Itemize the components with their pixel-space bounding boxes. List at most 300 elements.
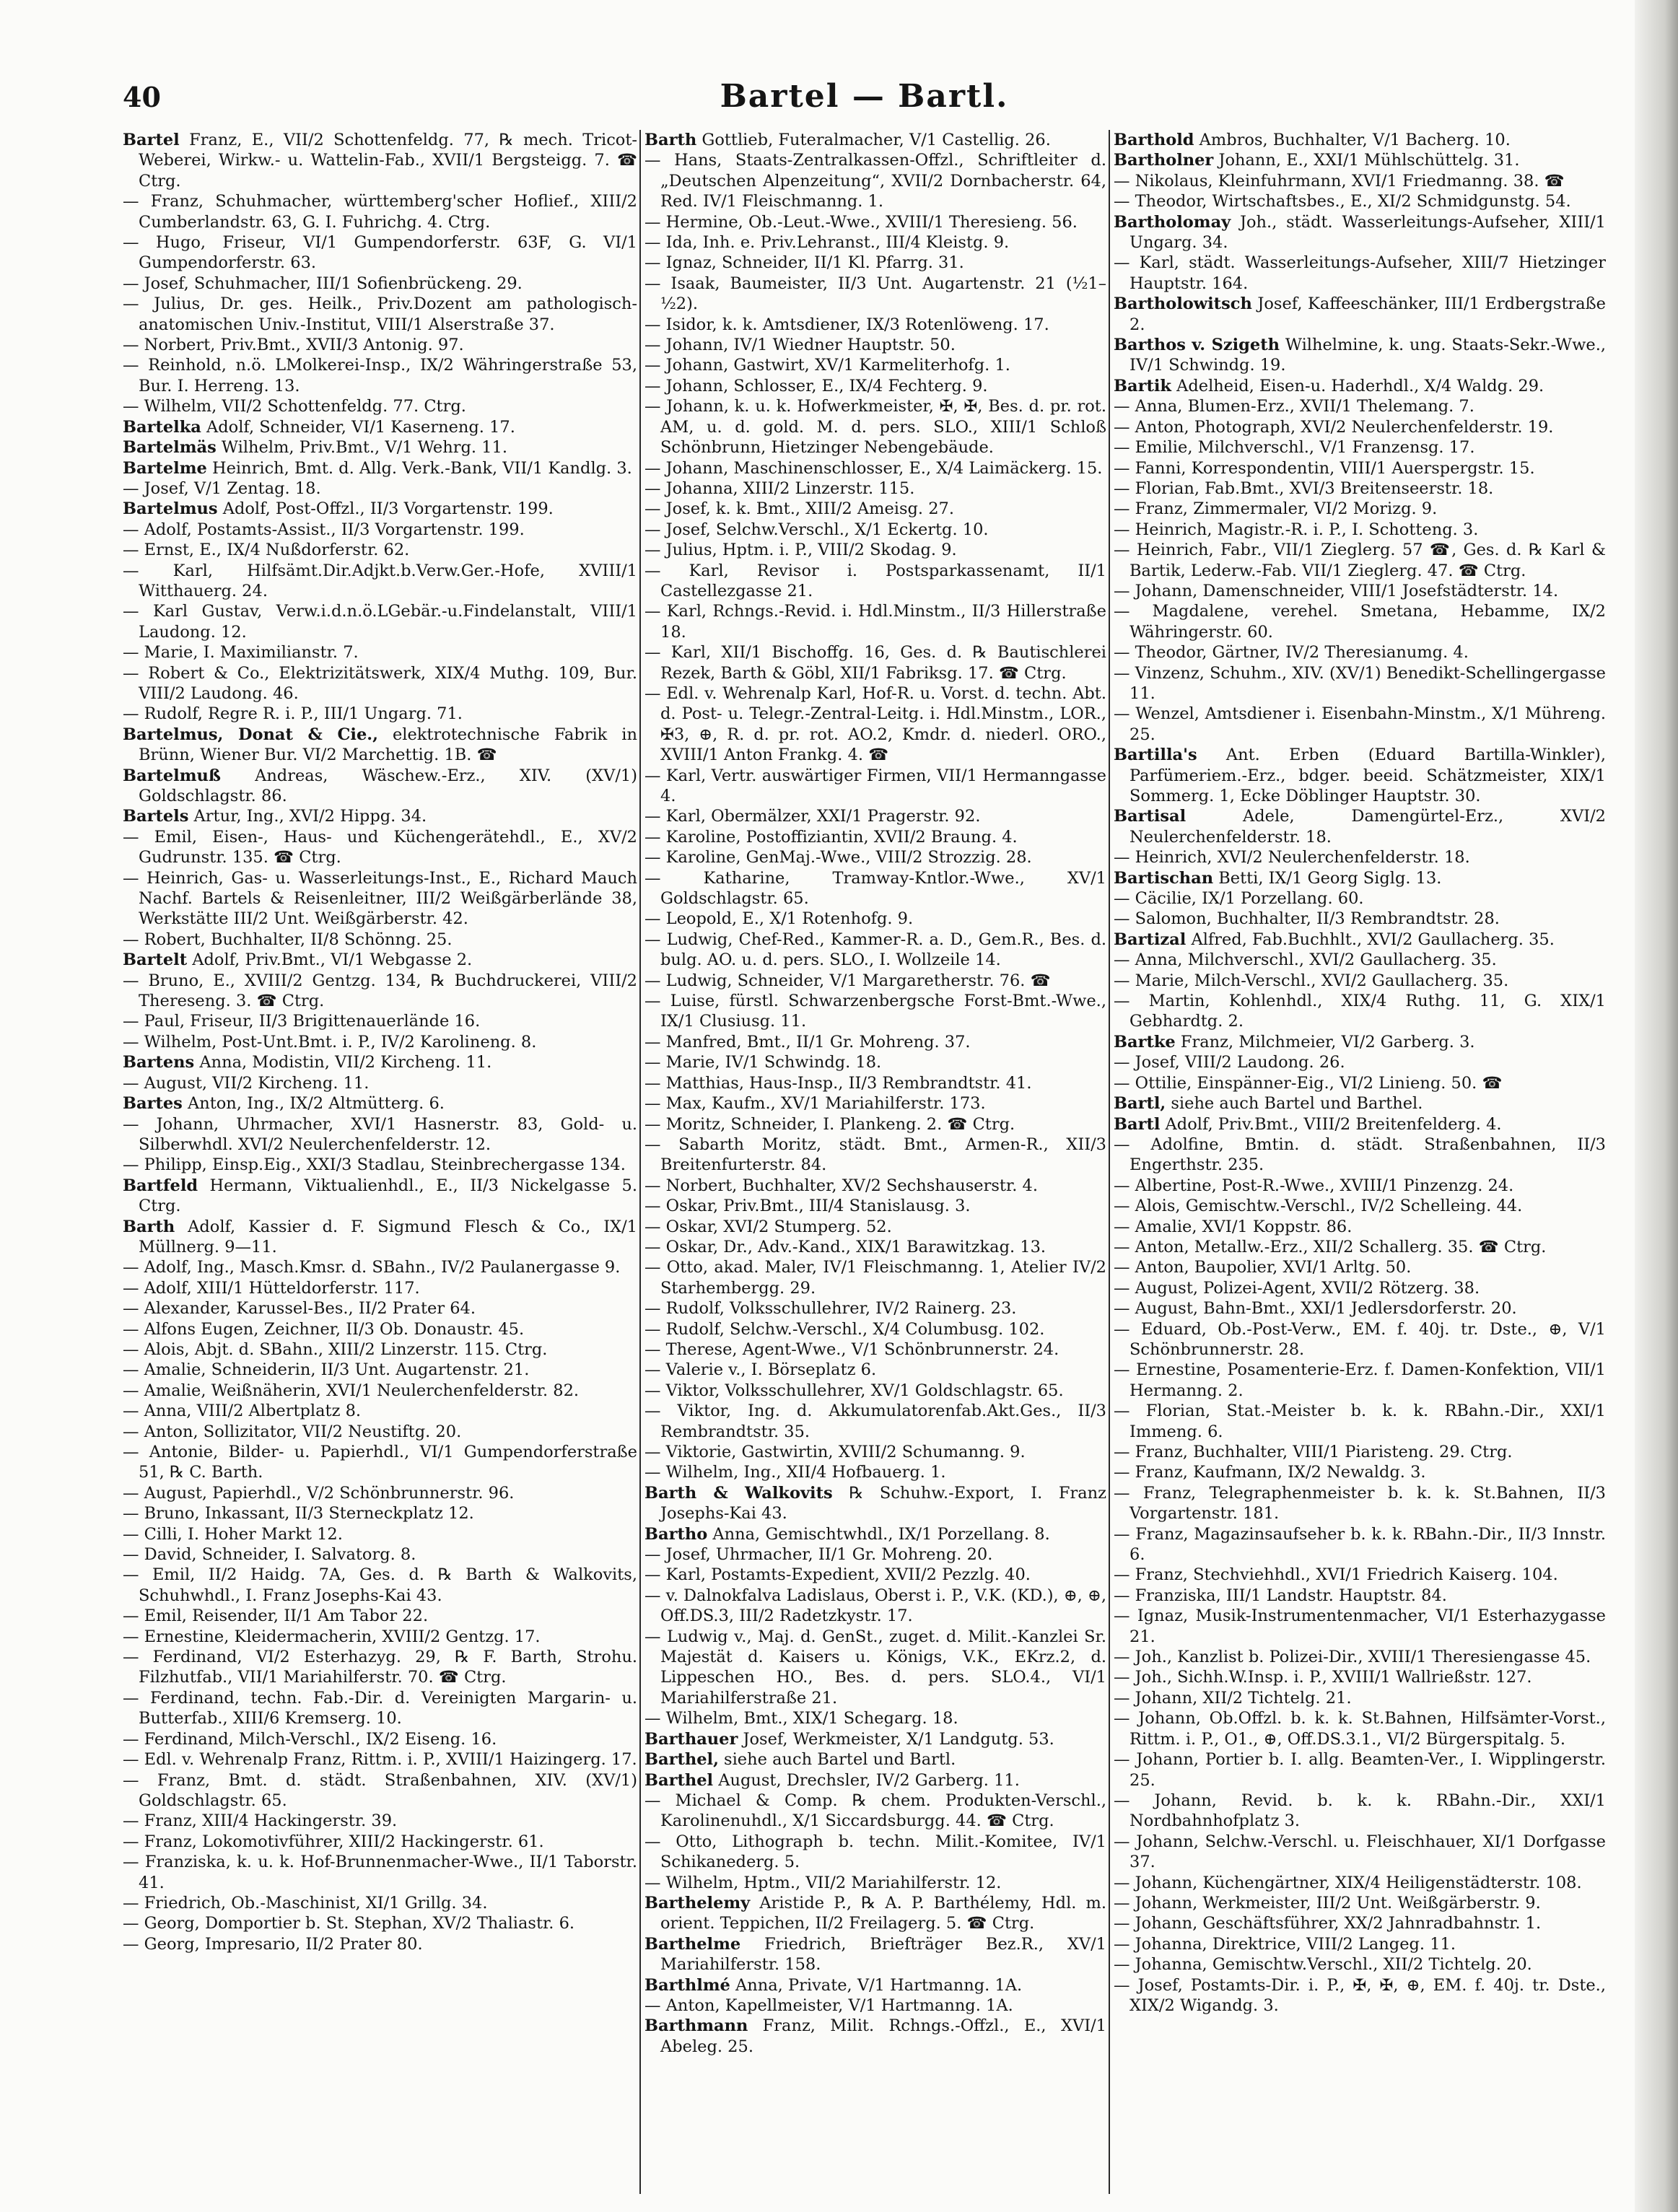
directory-entry xyxy=(123,1647,637,1688)
entry-details: ℞ Schuhw.-Export, I. Franz Josephs-Kai 43. xyxy=(660,1483,1106,1524)
entry-details: — Ferdinand, Milch-Verschl., IX/2 Eiseng. 16. xyxy=(123,1729,497,1749)
directory-column-3 xyxy=(1114,130,1606,2194)
directory-entry xyxy=(1114,212,1606,253)
directory-entry xyxy=(123,1278,637,1298)
entry-details: Hermann, Viktualienhdl., E., II/3 Nickelgasse 5. Ctrg. xyxy=(139,1176,637,1216)
entry-details: — Franz, XIII/4 Hackingerstr. 39. xyxy=(123,1811,398,1831)
entry-details: — August, Polizei-Agent, XVII/2 Rötzerg. 38. xyxy=(1114,1278,1480,1298)
entry-details: — David, Schneider, I. Salvatorg. 8. xyxy=(123,1545,416,1565)
entry-details: — Johann, Gastwirt, XV/1 Karmeliterhofg. 1. xyxy=(644,356,1010,375)
entry-details: — Karl, Revisor i. Postsparkassenamt, II/1 Castellezgasse 21. xyxy=(644,561,1106,600)
entry-details: — Bruno, E., XVIII/2 Gentzg. 134, ℞ Buchdruckerei, VIII/2 Thereseng. 3. ☎ Ctrg. xyxy=(123,971,637,1011)
entry-details: — Karl, Rchngs.-Revid. i. Hdl.Minstm., II/3 Hillerstraße 18. xyxy=(644,602,1106,642)
directory-entry xyxy=(123,437,637,458)
entry-details: — Reinhold, n.ö. LMolkerei-Insp., IX/2 Währingerstraße 53, Bur. I. Herreng. 13. xyxy=(123,356,637,395)
entry-details: — Alfons Eugen, Zeichner, II/3 Ob. Donaustr. 45. xyxy=(123,1319,525,1339)
entry-details: — Florian, Stat.-Meister b. k. k. RBahn.-Dir., XXI/1 Immeng. 6. xyxy=(1114,1402,1606,1441)
directory-entry xyxy=(644,930,1106,971)
entry-details: Adolf, Schneider, VI/1 Kaserneng. 17. xyxy=(201,417,515,437)
entry-details: — Cilli, I. Hoher Markt 12. xyxy=(123,1524,343,1544)
entry-details: — Franz, Buchhalter, VIII/1 Piaristeng. 29. Ctrg. xyxy=(1114,1443,1513,1461)
entry-surname: Bartelmuß xyxy=(123,766,221,785)
directory-entry xyxy=(644,561,1106,602)
directory-entry xyxy=(1114,1791,1606,1832)
entry-details: — Oskar, Priv.Bmt., III/4 Stanislausg. 3. xyxy=(644,1197,971,1216)
entry-details: — Karl, Vertr. auswärtiger Firmen, VII/1 Hermanngasse 4. xyxy=(644,766,1106,805)
entry-surname: Bartholomay xyxy=(1114,212,1231,232)
entry-details: — Heinrich, Fabr., VII/1 Zieglerg. 57 ☎, Ges. d. ℞ Karl & Bartik, Lederw.-Fab. VII/1 Zieglerg. 47. ☎ Ctrg. xyxy=(1114,541,1606,580)
directory-column-2 xyxy=(644,130,1106,2194)
entry-details: — Johann, Geschäftsführer, XX/2 Jahnradbahnstr. 1. xyxy=(1114,1914,1542,1933)
directory-entry xyxy=(1114,1483,1606,1524)
directory-entry xyxy=(123,950,637,970)
entry-details: — Joh., Sichh.W.Insp. i. P., XVIII/1 Wallrießstr. 127. xyxy=(1114,1668,1532,1687)
entry-details: — Ernestine, Posamenterie-Erz. f. Damen-Konfektion, VII/1 Hermanng. 2. xyxy=(1114,1360,1606,1400)
entry-surname: Bartisal xyxy=(1114,807,1187,826)
entry-details: — Nikolaus, Kleinfuhrmann, XVI/1 Friedmanng. 38. ☎ xyxy=(1114,171,1565,191)
directory-entry xyxy=(644,1791,1106,1832)
directory-entry xyxy=(1114,930,1606,950)
entry-details: — Anton, Metallw.-Erz., XII/2 Schallerg. 35. ☎ Ctrg. xyxy=(1114,1237,1547,1256)
entry-surname: Barth & Walkovits xyxy=(644,1483,833,1503)
entry-details: Anna, Private, V/1 Hartmanng. 1A. xyxy=(730,1975,1023,1995)
directory-entry xyxy=(644,396,1106,458)
directory-entry xyxy=(1114,1073,1606,1093)
directory-entry xyxy=(1114,1196,1606,1216)
directory-entry xyxy=(123,1052,637,1072)
entry-surname: Bartelmäs xyxy=(123,438,217,458)
directory-entry xyxy=(123,1832,637,1852)
directory-entry xyxy=(123,396,637,416)
entry-details: — Norbert, Buchhalter, XV/2 Sechshauserstr. 4. xyxy=(644,1176,1038,1195)
entry-surname: Barthelemy xyxy=(644,1893,751,1912)
page-header xyxy=(123,78,1606,130)
directory-entry xyxy=(123,520,637,540)
directory-entry xyxy=(123,642,637,663)
entry-details: — Emilie, Milchverschl., V/1 Franzensg. 17. xyxy=(1114,438,1475,458)
entry-details: — Magdalene, verehel. Smetana, Hebamme, IX/2 Währingerstr. 60. xyxy=(1114,602,1606,642)
directory-entry xyxy=(644,1176,1106,1196)
directory-entry xyxy=(1114,1913,1606,1933)
entry-details: — Karoline, Postoffiziantin, XVII/2 Braung. 4. xyxy=(644,827,1018,847)
directory-entry xyxy=(644,150,1106,211)
entry-details: — Salomon, Buchhalter, II/3 Rembrandtstr. 28. xyxy=(1114,909,1500,929)
entry-details: — Theodor, Gärtner, IV/2 Theresianumg. 4. xyxy=(1114,643,1469,663)
directory-entry xyxy=(123,1913,637,1933)
entry-details: — Amalie, XVI/1 Koppstr. 86. xyxy=(1114,1217,1353,1236)
entry-details: — Josef, Schuhmacher, III/1 Sofienbrückeng. 29. xyxy=(123,274,523,293)
entry-details: — Johann, Uhrmacher, XVI/1 Hasnerstr. 83, Gold- u. Silberwhdl. XVI/2 Neulerchenfelderstr. 12. xyxy=(123,1114,637,1154)
directory-entry xyxy=(644,355,1106,375)
directory-entry xyxy=(1114,1278,1606,1298)
directory-entry xyxy=(123,540,637,560)
directory-entry xyxy=(1114,130,1606,150)
entry-details: Adelheid, Eisen-u. Haderhdl., X/4 Waldg. 29. xyxy=(1171,376,1544,395)
directory-entry xyxy=(644,991,1106,1032)
directory-entry xyxy=(1114,1893,1606,1913)
directory-entry xyxy=(644,1627,1106,1709)
directory-entry xyxy=(1114,950,1606,970)
entry-surname: Barthel xyxy=(644,1770,714,1790)
directory-entry xyxy=(644,766,1106,807)
entry-details: — Franziska, III/1 Landstr. Hauptstr. 84. xyxy=(1114,1586,1447,1605)
directory-entry xyxy=(644,1381,1106,1401)
entry-details: — Franz, Bmt. d. städt. Straßenbahnen, XIV. (XV/1) Goldschlagstr. 65. xyxy=(123,1770,637,1810)
entry-surname: Bartholowitsch xyxy=(1114,294,1252,314)
entry-details: — Karoline, GenMaj.-Wwe., VIII/2 Strozzig. 28. xyxy=(644,848,1032,867)
directory-entry xyxy=(644,868,1106,909)
entry-details: Ant. Erben (Eduard Bartilla-Winkler), Parfümeriem.-Erz., bdger. beeid. Schätzmeister, XIX/1 Sommerg. 1, Ecke Döblinger Hauptstr. 30. xyxy=(1129,746,1606,805)
directory-entry xyxy=(1114,1565,1606,1585)
entry-surname: Barthlmé xyxy=(644,1975,730,1995)
directory-entry xyxy=(123,1811,637,1831)
directory-entry xyxy=(1114,1135,1606,1176)
entry-details: — Johann, Damenschneider, VIII/1 Josefstädterstr. 14. xyxy=(1114,581,1559,600)
entry-details: — Anna, Milchverschl., XVI/2 Gaullacherg. 35. xyxy=(1114,950,1497,970)
entry-details: — Alois, Abjt. d. SBahn., XIII/2 Linzerstr. 115. Ctrg. xyxy=(123,1339,548,1359)
directory-entry xyxy=(644,1749,1106,1770)
entry-details: — Philipp, Einsp.Eig., XXI/3 Stadlau, Steinbrechergasse 134. xyxy=(123,1155,626,1175)
entry-details: — Heinrich, Magistr.-R. i. P., I. Schotteng. 3. xyxy=(1114,520,1479,539)
directory-entry xyxy=(1114,520,1606,540)
entry-details: Josef, Kaffeeschänker, III/1 Erdbergstraße 2. xyxy=(1129,294,1606,334)
entry-surname: Bartelmus xyxy=(123,499,218,519)
entry-surname: Barthmann xyxy=(644,2016,748,2036)
entry-details: elektrotechnische Fabrik in Brünn, Wiener Bur. VI/2 Marchettig. 1B. ☎ xyxy=(139,725,637,765)
directory-entry xyxy=(1114,1237,1606,1257)
directory-entry xyxy=(123,1852,637,1893)
directory-entry xyxy=(1114,1360,1606,1401)
directory-entry xyxy=(123,1422,637,1442)
entry-surname: Bartens xyxy=(123,1053,195,1072)
entry-details: siehe auch Bartel und Barthel. xyxy=(1166,1094,1423,1114)
entry-surname: Bartelme xyxy=(123,458,207,478)
entry-details: — Adolfine, Bmtin. d. städt. Straßenbahnen, II/3 Engerthstr. 235. xyxy=(1114,1135,1606,1175)
entry-details: — Otto, akad. Maler, IV/1 Fleischmanng. 1, Atelier IV/2 Starhembergg. 29. xyxy=(644,1258,1106,1298)
entry-details: August, Drechsler, IV/2 Garberg. 11. xyxy=(713,1770,1020,1790)
entry-details: — Georg, Domportier b. St. Stephan, XV/2 Thaliastr. 6. xyxy=(123,1914,575,1933)
directory-entry xyxy=(644,1339,1106,1360)
directory-entry xyxy=(644,1360,1106,1380)
entry-details: — Viktor, Ing. d. Akkumulatorenfab.Akt.Ges., II/3 Rembrandtstr. 35. xyxy=(644,1402,1106,1441)
directory-entry xyxy=(1114,417,1606,437)
entry-details: — Isaak, Baumeister, II/3 Unt. Augartenstr. 21 (½1–½2). xyxy=(644,274,1106,314)
entry-details: — Paul, Friseur, II/3 Brigittenauerlände 16. xyxy=(123,1012,481,1031)
entry-details: — Anton, Photograph, XVI/2 Neulerchenfelderstr. 19. xyxy=(1114,417,1554,437)
entry-details: Aristide P., ℞ A. P. Barthélemy, Hdl. m. orient. Teppichen, II/2 Freilagerg. 5. ☎ Ctrg. xyxy=(660,1893,1106,1933)
entry-details: — Ludwig v., Maj. d. GenSt., zuget. d. Milit.-Kanzlei Sr. Majestät d. Kaisers u. Königs, V.K., EKrz.2, d. Lippeschen HO., Bes. d. pers. SLO.4., VI/1 Mariahilferstraße 21. xyxy=(644,1627,1106,1708)
entry-details: Gottlieb, Futeralmacher, V/1 Castellig. 26. xyxy=(696,131,1051,149)
entry-details: — Hugo, Friseur, VI/1 Gumpendorferstr. 63F, G. VI/1 Gumpendorferstr. 63. xyxy=(123,233,637,273)
entry-details: — Rudolf, Selchw.-Verschl., X/4 Columbusg. 102. xyxy=(644,1319,1045,1339)
entry-surname: Barthel, xyxy=(644,1750,719,1770)
directory-entry xyxy=(1114,150,1606,170)
directory-entry xyxy=(123,355,637,396)
directory-entry xyxy=(1114,1401,1606,1442)
directory-entry xyxy=(123,478,637,499)
entry-details: — Johann, IV/1 Wiedner Hauptstr. 50. xyxy=(644,336,956,355)
directory-entry xyxy=(644,1257,1106,1298)
running-head: Bartel — Bartl. xyxy=(720,78,1009,115)
entry-details: — Ignaz, Musik-Instrumentenmacher, VI/1 Esterhazygasse 21. xyxy=(1114,1606,1606,1646)
directory-entry xyxy=(644,1401,1106,1442)
entry-details: — Matthias, Haus-Insp., II/3 Rembrandtstr. 41. xyxy=(644,1073,1032,1093)
directory-entry xyxy=(644,1052,1106,1072)
entry-surname: Bartel xyxy=(123,131,180,149)
entry-surname: Bartelt xyxy=(123,950,188,970)
entry-details: — Johann, Ob.Offzl. b. k. k. St.Bahnen, Hilfsämter-Vorst., Rittm. i. P., O1., ⊕, Off.DS.3.1., VI/2 Bürgerspitalg. 5. xyxy=(1114,1709,1606,1749)
directory-entry xyxy=(644,642,1106,683)
entry-details: — Johanna, Direktrice, VIII/2 Langeg. 11. xyxy=(1114,1934,1456,1954)
entry-details: — Ferdinand, techn. Fab.-Dir. d. Vereinigten Margarin- u. Butterfab., XIII/6 Kremserg. 10. xyxy=(123,1688,637,1728)
directory-entry xyxy=(1114,1688,1606,1708)
directory-entry xyxy=(123,130,637,191)
entry-details: — Franz, Telegraphenmeister b. k. k. St.Bahnen, II/3 Vorgartenstr. 181. xyxy=(1114,1483,1606,1524)
entry-details: — Karl, Obermälzer, XXI/1 Pragerstr. 92. xyxy=(644,807,981,826)
entry-details: — Wilhelm, Bmt., XIX/1 Schegarg. 18. xyxy=(644,1709,958,1728)
directory-entry xyxy=(1114,1975,1606,2016)
directory-entry xyxy=(644,1319,1106,1339)
entry-details: Adolf, Kassier d. F. Sigmund Flesch & Co., IX/1 Müllnerg. 9—11. xyxy=(139,1217,637,1256)
directory-entry xyxy=(644,130,1106,150)
directory-entry xyxy=(644,478,1106,499)
entry-details: — Karl, Hilfsämt.Dir.Adjkt.b.Verw.Ger.-Hofe, XVIII/1 Witthauerg. 24. xyxy=(123,561,637,600)
entry-details: — Rudolf, Volksschullehrer, IV/2 Rainerg. 23. xyxy=(644,1299,1017,1319)
directory-entry xyxy=(644,1093,1106,1114)
entry-details: — Alois, Gemischtw.-Verschl., IV/2 Schelleing. 44. xyxy=(1114,1197,1523,1216)
entry-details: — Viktor, Volksschullehrer, XV/1 Goldschlagstr. 65. xyxy=(644,1381,1064,1400)
entry-details: Ambros, Buchhalter, V/1 Bacherg. 10. xyxy=(1194,131,1511,149)
directory-entry xyxy=(123,274,637,294)
entry-details: — Johann, k. u. k. Hofwerkmeister, ✠, ✠, Bes. d. pr. rot. AM, u. d. gold. M. d. pers. SLO., XIII/1 Schloß Schönbrunn, Hietzinger Nebengebäude. xyxy=(644,397,1106,458)
directory-entry xyxy=(644,1135,1106,1176)
entry-details: — Martin, Kohlenhdl., XIX/4 Ruthg. 11, G. XIX/1 Gebhardtg. 2. xyxy=(1114,992,1606,1031)
directory-entry xyxy=(1114,540,1606,581)
directory-entry xyxy=(123,1524,637,1544)
entry-details: — Robert, Buchhalter, II/8 Schönng. 25. xyxy=(123,930,453,949)
entry-surname: Barthelme xyxy=(644,1934,741,1954)
directory-entry xyxy=(123,806,637,826)
directory-entry xyxy=(644,1462,1106,1482)
entry-details: — Josef, k. k. Bmt., XIII/2 Ameisg. 27. xyxy=(644,499,955,519)
page-number: 40 xyxy=(123,81,161,113)
directory-entry xyxy=(1114,1319,1606,1360)
entry-details: — Norbert, Priv.Bmt., XVII/3 Antonig. 97. xyxy=(123,336,464,355)
directory-entry xyxy=(1114,458,1606,478)
entry-details: — Wilhelm, VII/2 Schottenfeldg. 77. Ctrg. xyxy=(123,397,466,416)
entry-details: Anton, Ing., IX/2 Altmütterg. 6. xyxy=(182,1094,445,1114)
directory-entry xyxy=(123,1770,637,1811)
directory-entry xyxy=(123,1298,637,1319)
entry-details: Andreas, Wäschew.-Erz., XIV. (XV/1) Goldschlagstr. 86. xyxy=(139,766,637,805)
entry-details: — Josef, Uhrmacher, II/1 Gr. Mohreng. 20. xyxy=(644,1545,993,1565)
directory-entry xyxy=(1114,806,1606,847)
directory-entry xyxy=(123,725,637,766)
directory-entry xyxy=(644,1032,1106,1052)
entry-details: — Hermine, Ob.-Leut.-Wwe., XVIII/1 Theresieng. 56. xyxy=(644,212,1078,232)
directory-entry xyxy=(644,212,1106,232)
directory-entry xyxy=(644,376,1106,396)
directory-entry xyxy=(123,1093,637,1114)
entry-details: — Ferdinand, VI/2 Esterhazyg. 29, ℞ F. Barth, Strohu. Filzhutfab., VII/1 Mariahilferstr. 70. ☎ Ctrg. xyxy=(123,1648,637,1687)
entry-details: Johann, E., XXI/1 Mühlschüttelg. 31. xyxy=(1213,151,1520,170)
directory-entry xyxy=(644,971,1106,991)
directory-entry xyxy=(644,1873,1106,1893)
directory-entry xyxy=(123,1339,637,1360)
directory-entry xyxy=(1114,294,1606,335)
entry-details: Betti, IX/1 Georg Siglg. 13. xyxy=(1213,868,1442,888)
entry-details: — Julius, Hptm. i. P., VIII/2 Skodag. 9. xyxy=(644,541,957,560)
directory-entry xyxy=(644,232,1106,253)
directory-entry xyxy=(123,1073,637,1093)
directory-entry xyxy=(123,1565,637,1606)
directory-entry xyxy=(123,704,637,724)
directory-entry xyxy=(644,806,1106,826)
directory-entry xyxy=(644,1544,1106,1565)
directory-entry xyxy=(1114,1257,1606,1277)
directory-entry xyxy=(123,1606,637,1626)
directory-entry xyxy=(1114,1586,1606,1606)
entry-details: — Katharine, Tramway-Kntlor.-Wwe., XV/1 Goldschlagstr. 65. xyxy=(644,868,1106,909)
entry-details: Wilhelmine, k. ung. Staats-Sekr.-Wwe., IV/1 Schwindg. 19. xyxy=(1129,336,1606,375)
directory-entry xyxy=(1114,601,1606,642)
entry-surname: Bartl, xyxy=(1114,1094,1166,1114)
directory-entry xyxy=(123,1114,637,1155)
entry-details: — Adolf, XIII/1 Hütteldorferstr. 117. xyxy=(123,1278,420,1298)
directory-entry xyxy=(1114,888,1606,909)
entry-surname: Bartfeld xyxy=(123,1176,198,1195)
directory-entry xyxy=(123,868,637,930)
directory-entry xyxy=(123,930,637,950)
directory-entry xyxy=(123,458,637,478)
entry-details: — Josef, Selchw.Verschl., X/1 Eckertg. 10. xyxy=(644,520,989,539)
entry-details: — Antonie, Bilder- u. Papierhdl., VI/1 Gumpendorferstraße 51, ℞ C. Barth. xyxy=(123,1443,637,1482)
directory-entry xyxy=(123,1360,637,1380)
entry-surname: Bartelka xyxy=(123,417,201,437)
entry-details: Anna, Gemischtwhdl., IX/1 Porzellang. 8. xyxy=(707,1524,1050,1544)
entry-details: Adolf, Priv.Bmt., VI/1 Webgasse 2. xyxy=(187,950,473,970)
column-divider xyxy=(1109,130,1110,2194)
entry-surname: Bartke xyxy=(1114,1032,1176,1052)
entry-details: — Ottilie, Einspänner-Eig., VI/2 Linieng. 50. ☎ xyxy=(1114,1073,1503,1093)
entry-details: — August, Bahn-Bmt., XXI/1 Jedlersdorferstr. 20. xyxy=(1114,1299,1517,1319)
entry-details: — Fanni, Korrespondentin, VIII/1 Auerspergstr. 15. xyxy=(1114,458,1535,478)
directory-entry xyxy=(1114,1606,1606,1647)
entry-details: — Therese, Agent-Wwe., V/1 Schönbrunnerstr. 24. xyxy=(644,1339,1059,1359)
entry-details: — Florian, Fab.Bmt., XVI/3 Breitenseerstr. 18. xyxy=(1114,478,1494,498)
directory-entry xyxy=(644,274,1106,315)
entry-details: — Marie, IV/1 Schwindg. 18. xyxy=(644,1053,882,1072)
directory-entry xyxy=(644,1832,1106,1873)
page-edge-shadow xyxy=(1635,0,1678,2212)
entry-details: Adele, Damengürtel-Erz., XVI/2 Neulerchenfelderstr. 18. xyxy=(1129,807,1606,847)
directory-entry xyxy=(1114,1462,1606,1482)
directory-entry xyxy=(123,1319,637,1339)
entry-details: — Ludwig, Schneider, V/1 Margaretherstr. 76. ☎ xyxy=(644,971,1051,990)
directory-entry xyxy=(644,1770,1106,1791)
directory-entry xyxy=(1114,191,1606,211)
entry-details: — Anton, Sollizitator, VII/2 Neustiftg. 20. xyxy=(123,1422,462,1441)
directory-entry xyxy=(1114,1442,1606,1462)
entry-details: — Franz, Zimmermaler, VI/2 Morizg. 9. xyxy=(1114,499,1438,519)
directory-entry xyxy=(123,417,637,437)
entry-details: — Karl, Postamts-Expedient, XVII/2 Pezzlg. 40. xyxy=(644,1565,1031,1585)
entry-details: — August, VII/2 Kircheng. 11. xyxy=(123,1073,370,1093)
directory-entry xyxy=(1114,642,1606,663)
directory-entry xyxy=(1114,847,1606,867)
directory-entry xyxy=(644,1708,1106,1728)
directory-entry xyxy=(1114,499,1606,519)
directory-entry xyxy=(123,1483,637,1503)
entry-surname: Bartischan xyxy=(1114,868,1214,888)
directory-entry xyxy=(123,1401,637,1421)
entry-details: — Josef, Postamts-Dir. i. P., ✠, ✠, ⊕, EM. f. 40j. tr. Dste., XIX/2 Wigandg. 3. xyxy=(1114,1975,1606,2015)
entry-details: — Franz, Magazinsaufseher b. k. k. RBahn.-Dir., II/3 Innstr. 6. xyxy=(1114,1524,1606,1565)
directory-entry xyxy=(123,1442,637,1483)
entry-details: — Edl. v. Wehrenalp Franz, Rittm. i. P., XVIII/1 Haizingerg. 17. xyxy=(123,1750,637,1770)
entry-details: — Adolf, Ing., Masch.Kmsr. d. SBahn., IV/2 Paulanergasse 9. xyxy=(123,1258,621,1277)
entry-details: — Johann, Revid. b. k. k. RBahn.-Dir., XXI/1 Nordbahnhofplatz 3. xyxy=(1114,1791,1606,1831)
entry-details: — Sabarth Moritz, städt. Bmt., Armen-R., XII/3 Breitenfurterstr. 84. xyxy=(644,1135,1106,1175)
directory-entry xyxy=(644,520,1106,540)
entry-details: — Isidor, k. k. Amtsdiener, IX/3 Rotenlöweng. 17. xyxy=(644,315,1049,334)
directory-entry xyxy=(123,1257,637,1277)
entry-details: — Valerie v., I. Börseplatz 6. xyxy=(644,1360,877,1380)
entry-details: — Karl Gustav, Verw.i.d.n.ö.LGebär.-u.Findelanstalt, VIII/1 Laudong. 12. xyxy=(123,602,637,642)
entry-details: — Otto, Lithograph b. techn. Milit.-Komitee, IV/1 Schikanederg. 5. xyxy=(644,1832,1106,1872)
directory-entry xyxy=(1114,376,1606,396)
entry-details: — Friedrich, Ob.-Maschinist, XI/1 Grillg. 34. xyxy=(123,1893,488,1912)
directory-entry xyxy=(123,1032,637,1052)
directory-entry xyxy=(1114,1114,1606,1135)
directory-entry xyxy=(644,827,1106,847)
entry-details: — Karl, städt. Wasserleitungs-Aufseher, XIII/7 Hietzinger Hauptstr. 164. xyxy=(1114,253,1606,293)
entry-details: — Oskar, XVI/2 Stumperg. 52. xyxy=(644,1217,892,1236)
entry-details: — Franz, Kaufmann, IX/2 Newaldg. 3. xyxy=(1114,1463,1426,1482)
entry-details: — Vinzenz, Schuhm., XIV. (XV/1) Benedikt-Schellingergasse 11. xyxy=(1114,663,1606,703)
entry-details: — Robert & Co., Elektrizitätswerk, XIX/4 Muthg. 109, Bur. VIII/2 Laudong. 46. xyxy=(123,663,637,703)
directory-entry xyxy=(123,601,637,642)
directory-entry xyxy=(123,1627,637,1647)
directory-entry xyxy=(1114,437,1606,458)
directory-entry xyxy=(1114,1032,1606,1052)
entry-details: — Oskar, Dr., Adv.-Kand., XIX/1 Barawitzkag. 13. xyxy=(644,1237,1046,1256)
directory-entry xyxy=(123,1749,637,1770)
directory-entry xyxy=(644,1073,1106,1093)
entry-details: — Ernestine, Kleidermacherin, XVIII/2 Gentzg. 17. xyxy=(123,1627,541,1646)
directory-entry xyxy=(644,683,1106,766)
directory-entry xyxy=(123,335,637,355)
directory-entry xyxy=(123,191,637,232)
entry-details: — Marie, I. Maximilianstr. 7. xyxy=(123,643,359,663)
directory-entry xyxy=(1114,1298,1606,1319)
directory-entry xyxy=(644,1565,1106,1585)
entry-details: — Johann, Küchengärtner, XIX/4 Heiligenstädterstr. 108. xyxy=(1114,1873,1582,1892)
entry-details: — Joh., Kanzlist b. Polizei-Dir., XVIII/1 Theresiengasse 45. xyxy=(1114,1648,1591,1667)
entry-details: — Cäcilie, IX/1 Porzellang. 60. xyxy=(1114,889,1364,909)
entry-details: — Viktorie, Gastwirtin, XVIII/2 Schumanng. 9. xyxy=(644,1443,1026,1461)
directory-entry xyxy=(1114,1524,1606,1565)
directory-entry xyxy=(123,971,637,1012)
directory-entry xyxy=(1114,745,1606,806)
entry-details: — Georg, Impresario, II/2 Prater 80. xyxy=(123,1934,423,1954)
column-divider xyxy=(639,130,641,2194)
directory-entry xyxy=(1114,1647,1606,1667)
entry-details: Artur, Ing., XVI/2 Hippg. 34. xyxy=(188,807,427,826)
directory-entry xyxy=(644,2016,1106,2057)
entry-details: Anna, Modistin, VII/2 Kircheng. 11. xyxy=(194,1053,492,1072)
entry-details: — Franz, Schuhmacher, württemberg'scher Hoflief., XIII/2 Cumberlandstr. 63, G. I. Fuhrichg. 4. Ctrg. xyxy=(123,192,637,232)
